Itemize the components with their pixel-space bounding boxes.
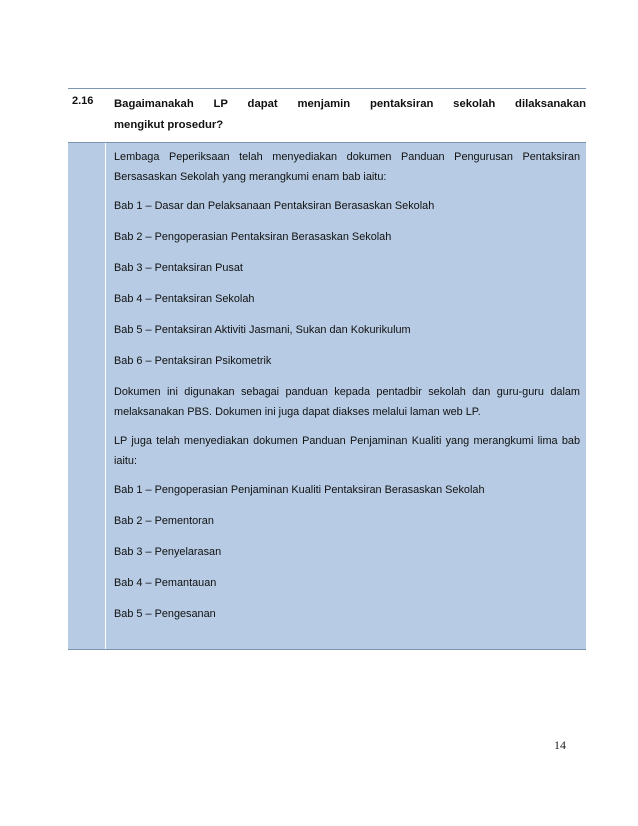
list1-item-5: Bab 5 – Pentaksiran Aktiviti Jasmani, Sukan dan Kokurikulum [114, 324, 411, 336]
question-line-2: mengikut prosedur? [114, 119, 224, 131]
list2-item-2: Bab 2 – Pementoran [114, 515, 214, 527]
question-text [106, 89, 586, 142]
answer-paragraph-1: Lembaga Peperiksaan telah menyediakan dokumen Panduan Pengurusan Pentaksiran Bersasaskan Sekolah yang merangkumi enam bab iaitu: [114, 151, 580, 183]
answer-row [68, 142, 586, 650]
list1-item-2: Bab 2 – Pengoperasian Pentaksiran Berasaskan Sekolah [114, 231, 392, 243]
page-number: 14 [554, 738, 566, 752]
list2-item-5: Bab 5 – Pengesanan [114, 608, 216, 620]
question-row [68, 88, 586, 142]
list1-item-3: Bab 3 – Pentaksiran Pusat [114, 262, 243, 274]
answer-number-cell [68, 143, 106, 649]
list1-item-6: Bab 6 – Pentaksiran Psikometrik [114, 355, 272, 367]
list1-item-1: Bab 1 – Dasar dan Pelaksanaan Pentaksiran Berasaskan Sekolah [114, 200, 435, 212]
question-line-1: Bagaimanakah LP dapat menjamin pentaksiran sekolah dilaksanakan [114, 98, 586, 110]
qa-table [68, 88, 586, 650]
answer-paragraph-2: Dokumen ini digunakan sebagai panduan kepada pentadbir sekolah dan guru-guru dalam melaksanakan PBS. Dokumen ini juga dapat diakses melalui laman web LP. [114, 386, 580, 418]
list2-item-3: Bab 3 – Penyelarasan [114, 546, 222, 558]
answer-cell [106, 143, 586, 649]
list1-item-4: Bab 4 – Pentaksiran Sekolah [114, 293, 255, 305]
list2-item-1: Bab 1 – Pengoperasian Penjaminan Kualiti Pentaksiran Berasaskan Sekolah [114, 484, 485, 496]
list2-item-4: Bab 4 – Pemantauan [114, 577, 217, 589]
answer-paragraph-3: LP juga telah menyediakan dokumen Panduan Penjaminan Kualiti yang merangkumi lima bab iaitu: [114, 435, 580, 467]
question-number: 2.16 [72, 95, 94, 107]
